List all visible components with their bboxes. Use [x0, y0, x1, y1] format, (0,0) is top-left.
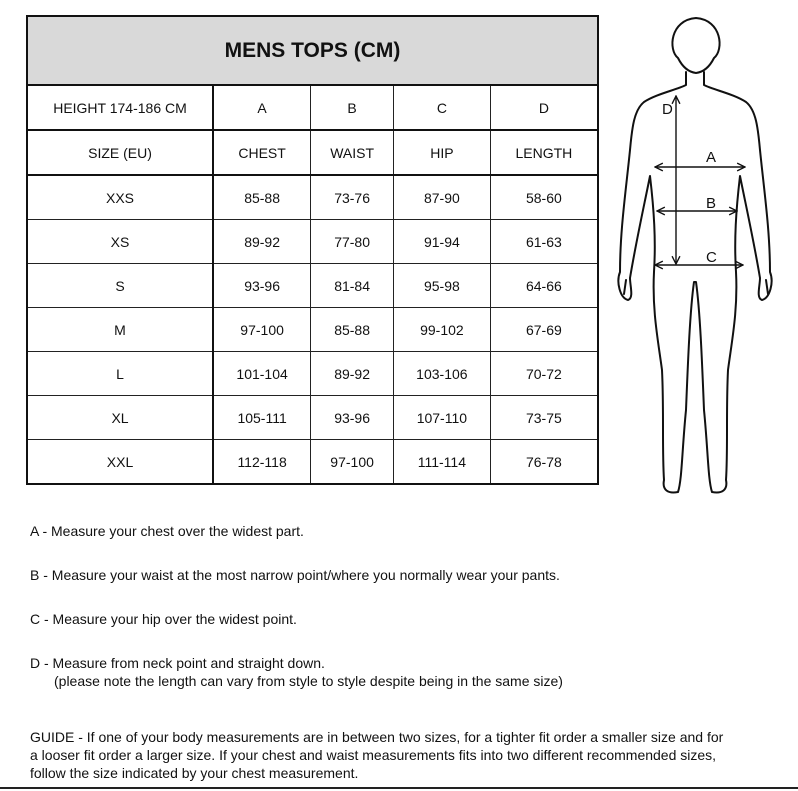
measurement-notes	[30, 522, 750, 716]
length-cell: 61-63	[490, 220, 598, 264]
column-header-length: LENGTH	[490, 130, 598, 175]
height-header: HEIGHT 174-186 CM	[27, 85, 213, 130]
table-row	[27, 308, 598, 352]
size-cell: XL	[27, 396, 213, 440]
sizing-guide: GUIDE - If one of your body measurements are in between two sizes, for a tighter fit order a smaller size and for a looser fit order a larger size. If your chest and waist measurements fits into two different recommended sizes, follow the size indicated by your chest measurement.	[30, 729, 724, 781]
column-letter-b: B	[311, 85, 394, 130]
column-header-hip: HIP	[393, 130, 490, 175]
note-chest: A - Measure your chest over the widest part.	[30, 523, 304, 539]
waist-cell: 89-92	[311, 352, 394, 396]
header-row-names	[27, 130, 598, 175]
chest-cell: 85-88	[213, 175, 311, 220]
length-cell: 73-75	[490, 396, 598, 440]
table-title: MENS TOPS (CM)	[27, 16, 598, 85]
size-cell: XXS	[27, 175, 213, 220]
table-row	[27, 396, 598, 440]
chest-cell: 105-111	[213, 396, 311, 440]
note-length: D - Measure from neck point and straight down. (please note the length can vary from style to style despite being in the same size)	[30, 654, 750, 690]
body-outline-icon	[606, 10, 786, 500]
table-row	[27, 175, 598, 220]
measure-label-b: B	[706, 195, 717, 212]
hip-cell: 99-102	[393, 308, 490, 352]
size-chart-table	[26, 15, 599, 485]
note-waist: B - Measure your waist at the most narrow point/where you normally wear your pants.	[30, 567, 560, 583]
column-header-chest: CHEST	[213, 130, 311, 175]
table-row	[27, 352, 598, 396]
table-row	[27, 440, 598, 485]
size-cell: XS	[27, 220, 213, 264]
waist-cell: 97-100	[311, 440, 394, 485]
note-length-sub: (please note the length can vary from style to style despite being in the same size)	[54, 673, 563, 689]
measure-label-a: A	[706, 149, 717, 166]
hip-cell: 107-110	[393, 396, 490, 440]
length-cell: 76-78	[490, 440, 598, 485]
waist-cell: 85-88	[311, 308, 394, 352]
chest-cell: 93-96	[213, 264, 311, 308]
size-cell: S	[27, 264, 213, 308]
measure-label-d: D	[662, 101, 673, 118]
length-cell: 70-72	[490, 352, 598, 396]
column-letter-c: C	[393, 85, 490, 130]
size-cell: M	[27, 308, 213, 352]
waist-cell: 73-76	[311, 175, 394, 220]
length-cell: 64-66	[490, 264, 598, 308]
length-cell: 67-69	[490, 308, 598, 352]
measure-label-c: C	[706, 249, 717, 266]
size-cell: XXL	[27, 440, 213, 485]
waist-cell: 81-84	[311, 264, 394, 308]
note-hip: C - Measure your hip over the widest point.	[30, 611, 297, 627]
chest-cell: 89-92	[213, 220, 311, 264]
hip-cell: 87-90	[393, 175, 490, 220]
table-row	[27, 220, 598, 264]
column-letter-a: A	[213, 85, 311, 130]
length-cell: 58-60	[490, 175, 598, 220]
size-cell: L	[27, 352, 213, 396]
hip-cell: 103-106	[393, 352, 490, 396]
chest-cell: 112-118	[213, 440, 311, 485]
table-title-row	[27, 16, 598, 85]
waist-cell: 77-80	[311, 220, 394, 264]
column-header-waist: WAIST	[311, 130, 394, 175]
header-row-letters	[27, 85, 598, 130]
size-header: SIZE (EU)	[27, 130, 213, 175]
table-row	[27, 264, 598, 308]
column-letter-d: D	[490, 85, 598, 130]
hip-cell: 111-114	[393, 440, 490, 485]
bottom-divider	[0, 787, 798, 789]
hip-cell: 95-98	[393, 264, 490, 308]
chest-cell: 101-104	[213, 352, 311, 396]
waist-cell: 93-96	[311, 396, 394, 440]
hip-cell: 91-94	[393, 220, 490, 264]
chest-cell: 97-100	[213, 308, 311, 352]
